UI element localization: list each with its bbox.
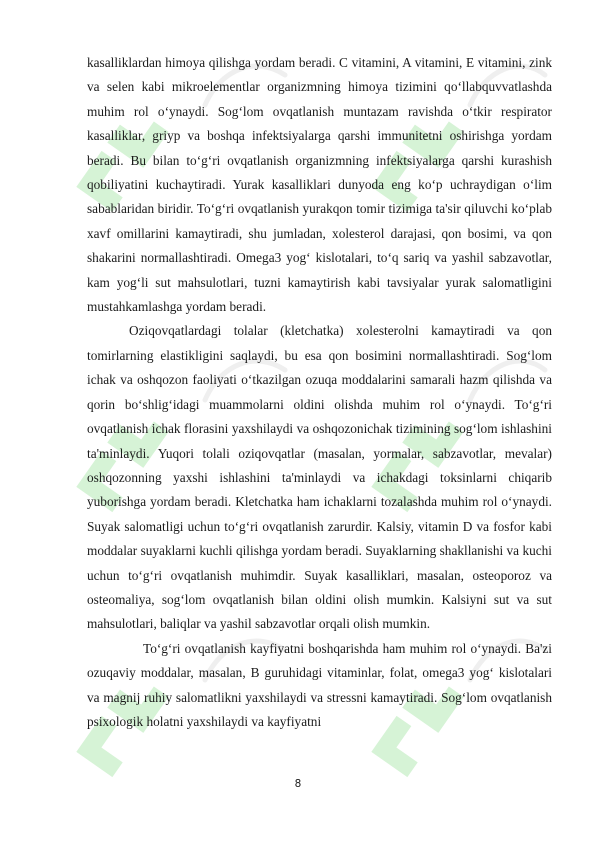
paragraph-1: kasalliklardan himoya qilishga yordam beradi. C vitamini, A vitamini, E vitamini, zink va selen kabi mikroelementlar organizmning himoya tizimini qo‘llabquvvatlashda muhim rol o‘ynaydi. Sog‘lom ovqatlanish muntazam ravishda o‘tkir respirator kasalliklar, griyp va boshqa infektsiyalarga qarshi immunitetni oshirishga yordam beradi. Bu bilan to‘g‘ri ovqatlanish organizmning infektsiyalarga qarshi kurashish qobiliyatini kuchaytiradi. Yurak kasalliklari dunyoda eng ko‘p uchraydigan o‘lim sabablaridan biridir. To‘g‘ri ovqatlanish yurakqon tomir tizimiga ta'sir qiluvchi ko‘plab xavf omillarini kamaytiradi, shu jumladan, xolesterol darajasi, qon bosimi, va qon shakarini normallashtiradi. Omega3 yog‘ kislotalari, to‘q sariq va yashil sabzavotlar, kam yog‘li sut mahsulotlari, tuzni kamaytirish kabi tavsiyalar yurak salomatligini mustahkamlashga yordam beradi. xyxy=(87,55,552,315)
document-body xyxy=(87,51,552,734)
page-number: 8 xyxy=(294,778,302,790)
paragraph-3: To‘g‘ri ovqatlanish kayfiyatni boshqarishda ham muhim rol o‘ynaydi. Ba'zi ozuqaviy moddalar, masalan, B guruhidagi vitaminlar, folat, omega3 yog‘ kislotalari va magnij ruhiy salomatlikni yaxshilaydi va stressni kamaytiradi. Sog‘lom ovqatlanish psixologik holatni yaxshilaydi va kayfiyatni xyxy=(87,640,552,729)
paragraph-2: Oziqovqatlardagi tolalar (kletchatka) xolesterolni kamaytiradi va qon tomirlarning elastikligini saqlaydi, bu esa qon bosimini normallashtiradi. Sog‘lom ichak va oshqozon faoliyati o‘tkazilgan ozuqa moddalarini samarali hazm qilishda va qorin bo‘shlig‘idagi muammolarni oldini olishda muhim rol o‘ynaydi. To‘g‘ri ovqatlanish ichak florasini yaxshilaydi va oshqozonichak tizimining sog‘lom ishlashini ta'minlaydi. Yuqori tolali oziqovqatlar (masalan, yormalar, sabzavotlar, mevalar) oshqozonning yaxshi ishlashini ta'minlaydi va ichakdagi toksinlarni chiqarib yuborishga yordam beradi. Kletchatka ham ichaklarni tozalashda muhim rol o‘ynaydi. Suyak salomatligi uchun to‘g‘ri ovqatlanish zarurdir. Kalsiy, vitamin D va fosfor kabi moddalar suyaklarni kuchli qilishga yordam beradi. Suyaklarning shakllanishi va kuchi uchun to‘g‘ri ovqatlanish muhimdir. Suyak kasalliklari, masalan, osteoporoz va osteomaliya, sog‘lom ovqatlanish bilan oldini olish mumkin. Kalsiyni sut va sut mahsulotlari, baliqlar va yashil sabzavotlar orqali olish mumkin. xyxy=(87,323,552,632)
